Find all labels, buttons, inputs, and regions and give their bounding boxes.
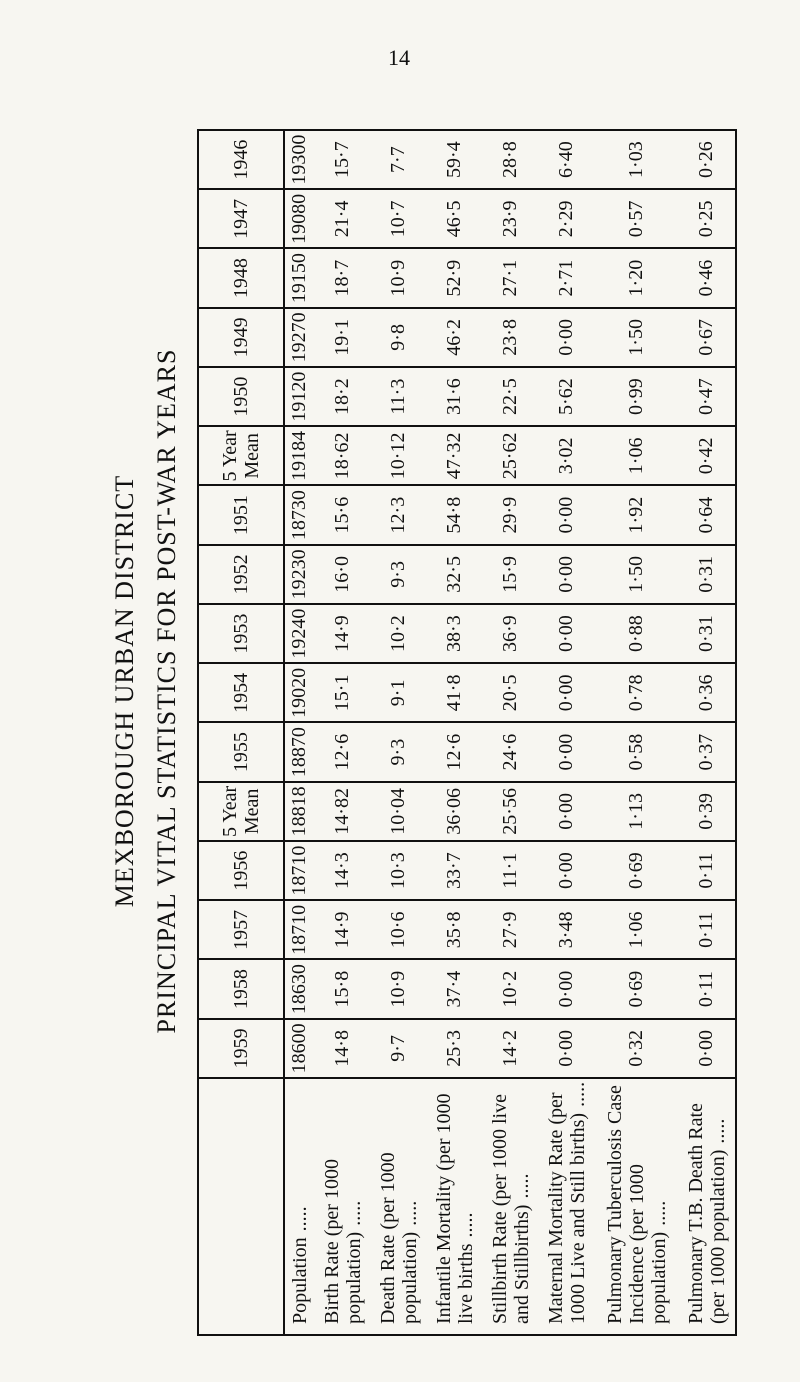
column-header: 5 Year Mean [198, 426, 284, 485]
table-cell: 23·8 [483, 308, 539, 367]
table-row [595, 130, 679, 1335]
table-cell: 14·82 [315, 782, 371, 841]
table-cell: 19080 [284, 189, 315, 248]
table-cell: 15·6 [315, 486, 371, 545]
table-cell: 35·8 [427, 900, 483, 959]
table-cell: 21·4 [315, 189, 371, 248]
table-cell: 18818 [284, 782, 315, 841]
table-cell: 0·11 [679, 960, 736, 1019]
row-label-cell [371, 1078, 427, 1335]
table-cell: 14·9 [315, 900, 371, 959]
row-label-cell [679, 1078, 736, 1335]
table-cell: 54·8 [427, 486, 483, 545]
table-cell: 3·02 [539, 426, 595, 485]
row-label-cell [427, 1078, 483, 1335]
table-cell: 0·46 [679, 249, 736, 308]
table-cell: 52·9 [427, 249, 483, 308]
table-cell: 0·88 [595, 604, 679, 663]
column-header: 1949 [198, 308, 284, 367]
column-header: 1959 [198, 1019, 284, 1078]
table-cell: 1·03 [595, 130, 679, 189]
table-cell: 59·4 [427, 130, 483, 189]
table-row [315, 130, 371, 1335]
leader-dots: ..... [566, 1081, 589, 1107]
table-cell: 29·9 [483, 486, 539, 545]
table-cell: 10·3 [371, 841, 427, 900]
table-cell: 1·13 [595, 782, 679, 841]
table-cell: 14·3 [315, 841, 371, 900]
table-cell: 0·00 [539, 841, 595, 900]
table-cell: 0·57 [595, 189, 679, 248]
table-cell: 16·0 [315, 545, 371, 604]
table-cell: 25·56 [483, 782, 539, 841]
table-cell: 38·3 [427, 604, 483, 663]
table-cell: 18·62 [315, 426, 371, 485]
table-cell: 18·2 [315, 367, 371, 426]
column-header: 1952 [198, 545, 284, 604]
table-cell: 0·58 [595, 723, 679, 782]
table-cell: 31·6 [427, 367, 483, 426]
leader-dots: ..... [510, 1173, 533, 1199]
table-cell: 0·31 [679, 604, 736, 663]
table-row [371, 130, 427, 1335]
row-label-cell [315, 1078, 371, 1335]
table-cell: 36·9 [483, 604, 539, 663]
table-cell: 18710 [284, 841, 315, 900]
table-cell: 0·00 [539, 308, 595, 367]
table-cell: 0·31 [679, 545, 736, 604]
table-cell: 19300 [284, 130, 315, 189]
table-cell: 15·8 [315, 960, 371, 1019]
header-row [198, 130, 284, 1335]
table-cell: 10·6 [371, 900, 427, 959]
table-cell: 9·8 [371, 308, 427, 367]
table-cell: 14·8 [315, 1019, 371, 1078]
page-number: 14 [388, 45, 410, 70]
table-cell: 0·99 [595, 367, 679, 426]
table-cell: 47·32 [427, 426, 483, 485]
table-cell: 19020 [284, 663, 315, 722]
row-label: Death Rate (per 1000 population) [376, 1152, 421, 1324]
row-label-cell [539, 1078, 595, 1335]
row-label: Infantile Mortality (per 1000 live births [432, 1093, 477, 1324]
row-label-cell [595, 1078, 679, 1335]
table-cell: 9·7 [371, 1019, 427, 1078]
column-header: 1947 [198, 189, 284, 248]
table-cell: 12·3 [371, 486, 427, 545]
leader-dots: ..... [647, 1200, 670, 1226]
table-cell: 25·3 [427, 1019, 483, 1078]
table-cell: 23·9 [483, 189, 539, 248]
leader-dots: ..... [706, 1118, 729, 1144]
column-header: 5 Year Mean [198, 782, 284, 841]
table-cell: 46·2 [427, 308, 483, 367]
table-cell: 12·6 [427, 723, 483, 782]
table-cell: 19230 [284, 545, 315, 604]
table-cell: 25·62 [483, 426, 539, 485]
table-cell: 0·00 [539, 1019, 595, 1078]
table-cell: 10·7 [371, 189, 427, 248]
table-cell: 1·92 [595, 486, 679, 545]
table-cell: 0·37 [679, 723, 736, 782]
table-cell: 27·9 [483, 900, 539, 959]
column-header: 1946 [198, 130, 284, 189]
table-cell: 9·3 [371, 545, 427, 604]
row-label-cell [284, 1078, 315, 1335]
table-cell: 10·12 [371, 426, 427, 485]
table-row [539, 130, 595, 1335]
table-cell: 0·69 [595, 960, 679, 1019]
table-cell: 0·11 [679, 841, 736, 900]
row-label: Pulmonary T.B. Death Rate (per 1000 population) [684, 1103, 729, 1324]
table-cell: 24·6 [483, 723, 539, 782]
table-cell: 22·5 [483, 367, 539, 426]
table-cell: 0·47 [679, 367, 736, 426]
row-label: Stillbirth Rate (per 1000 live and Stillbirths) [488, 1094, 533, 1324]
leader-dots: ..... [288, 1206, 311, 1232]
table-cell: 0·00 [539, 960, 595, 1019]
leader-dots: ..... [454, 1212, 477, 1238]
row-label: Pulmonary Tuberculosis Case Incidence (per 1000 population) [603, 1085, 670, 1324]
table-cell: 18870 [284, 723, 315, 782]
table-cell: 0·00 [539, 604, 595, 663]
table-cell: 14·9 [315, 604, 371, 663]
table-cell: 3·48 [539, 900, 595, 959]
column-header: 1954 [198, 663, 284, 722]
table-cell: 41·8 [427, 663, 483, 722]
table-cell: 18630 [284, 960, 315, 1019]
table-cell: 12·6 [315, 723, 371, 782]
leader-dots: ..... [398, 1200, 421, 1226]
table-cell: 32·5 [427, 545, 483, 604]
table-cell: 19240 [284, 604, 315, 663]
table-cell: 0·67 [679, 308, 736, 367]
table-cell: 0·39 [679, 782, 736, 841]
table-cell: 27·1 [483, 249, 539, 308]
table-cell: 0·00 [539, 663, 595, 722]
table-cell: 10·2 [371, 604, 427, 663]
table-cell: 0·42 [679, 426, 736, 485]
table-cell: 0·00 [539, 723, 595, 782]
table-cell: 15·7 [315, 130, 371, 189]
table-cell: 0·25 [679, 189, 736, 248]
table-cell: 18730 [284, 486, 315, 545]
column-header: 1957 [198, 900, 284, 959]
row-label-cell [483, 1078, 539, 1335]
corner-cell [198, 1078, 284, 1335]
table-cell: 37·4 [427, 960, 483, 1019]
table-cell: 9·3 [371, 723, 427, 782]
table-cell: 10·9 [371, 249, 427, 308]
table-cell: 18600 [284, 1019, 315, 1078]
table-cell: 0·00 [679, 1019, 736, 1078]
table-cell: 1·06 [595, 426, 679, 485]
column-header: 1953 [198, 604, 284, 663]
table-cell: 15·1 [315, 663, 371, 722]
leader-dots: ..... [342, 1200, 365, 1226]
table-cell: 0·26 [679, 130, 736, 189]
table-cell: 18710 [284, 900, 315, 959]
table-cell: 19·1 [315, 308, 371, 367]
column-header: 1956 [198, 841, 284, 900]
table-cell: 5·62 [539, 367, 595, 426]
table-cell: 1·06 [595, 900, 679, 959]
vital-statistics-table [197, 129, 737, 1336]
table-cell: 20·5 [483, 663, 539, 722]
column-header: 1958 [198, 960, 284, 1019]
table-cell: 19184 [284, 426, 315, 485]
table-cell: 2·29 [539, 189, 595, 248]
table-cell: 0·64 [679, 486, 736, 545]
table-cell: 6·40 [539, 130, 595, 189]
column-header: 1950 [198, 367, 284, 426]
table-cell: 1·50 [595, 308, 679, 367]
column-header: 1948 [198, 249, 284, 308]
table-cell: 15·9 [483, 545, 539, 604]
table-cell: 0·00 [539, 782, 595, 841]
table-cell: 0·32 [595, 1019, 679, 1078]
table-cell: 36·06 [427, 782, 483, 841]
table-cell: 33·7 [427, 841, 483, 900]
row-label: Maternal Mortality Rate (per 1000 Live and Still births) [544, 1092, 589, 1324]
column-header: 1955 [198, 723, 284, 782]
table-cell: 46·5 [427, 189, 483, 248]
table-cell: 28·8 [483, 130, 539, 189]
table-cell: 0·00 [539, 486, 595, 545]
table-cell: 18·7 [315, 249, 371, 308]
table-cell: 19120 [284, 367, 315, 426]
table-cell: 0·69 [595, 841, 679, 900]
table-cell: 11·3 [371, 367, 427, 426]
table-cell: 7·7 [371, 130, 427, 189]
table-cell: 0·36 [679, 663, 736, 722]
table-cell: 10·9 [371, 960, 427, 1019]
table-cell: 19150 [284, 249, 315, 308]
table-cell: 11·1 [483, 841, 539, 900]
row-label: Birth Rate (per 1000 population) [320, 1159, 365, 1324]
table-row [679, 130, 736, 1335]
table-cell: 10·2 [483, 960, 539, 1019]
table-cell: 1·20 [595, 249, 679, 308]
table-cell: 9·1 [371, 663, 427, 722]
table-row [483, 130, 539, 1335]
table-cell: 10·04 [371, 782, 427, 841]
table-cell: 19270 [284, 308, 315, 367]
table-row [427, 130, 483, 1335]
table-cell: 2·71 [539, 249, 595, 308]
table-cell: 0·78 [595, 663, 679, 722]
column-header: 1951 [198, 486, 284, 545]
row-label: Population [288, 1237, 311, 1324]
table-cell: 14·2 [483, 1019, 539, 1078]
page-subtitle: PRINCIPAL VITAL STATISTICS FOR POST-WAR YEARS [152, 348, 181, 1034]
table-cell: 0·00 [539, 545, 595, 604]
table-cell: 1·50 [595, 545, 679, 604]
table-row [284, 130, 315, 1335]
table-cell: 0·11 [679, 900, 736, 959]
page-title: MEXBOROUGH URBAN DISTRICT [110, 474, 139, 908]
